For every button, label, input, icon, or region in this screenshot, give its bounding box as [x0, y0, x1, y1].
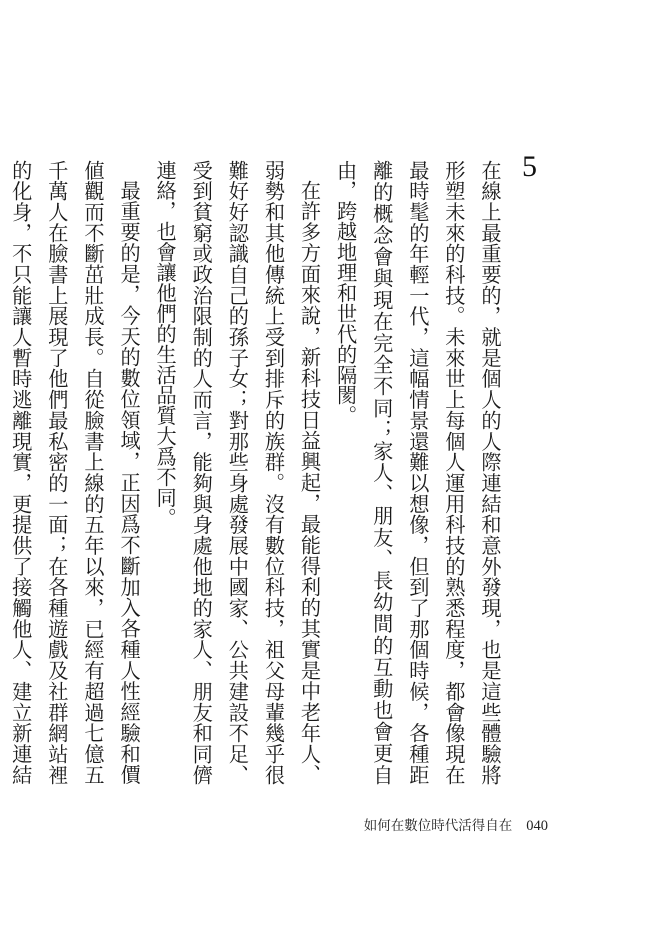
running-footer	[364, 818, 548, 834]
footer-book-title: 如何在數位時代活得自在	[363, 818, 513, 834]
page-number: 040	[526, 818, 548, 834]
paragraph-1: 在線上最重要的，就是個人的人際連結和意外發現，也是這些體驗將形塑未來的科技。未來世上每個人運用科技的熟悉程度，都會像現在最時髦的年輕一代，這幅情景還難以想像，但到了那個時候，各種距離的概念會與現在完全不同；家人、朋友、長幼間的互動也會更自由，跨越地理和世代的隔閡。	[333, 160, 502, 785]
body-text	[8, 160, 508, 785]
chapter-number: 5	[522, 150, 537, 183]
paragraph-2: 在許多方面來說，新科技日益興起，最能得利的其實是中老年人、弱勢和其他傳統上受到排斥的族群。沒有數位科技，祖父母輩幾乎很難好好認識自己的孫子女；對那些身處發展中國家、公共建設不足、受到貧窮或政治限制的人而言，能夠與身處他地的家人、朋友和同儕連絡，也會讓他們的生活品質大爲不同。	[153, 160, 322, 785]
paragraph-3: 最重要的是，今天的數位領域，正因爲不斷加入各種人性經驗和價値觀而不斷茁壯成長。自從臉書上線的五年以來，已經有超過七億五千萬人在臉書上展現了他們最私密的一面；在各種遊戲及社群網站裡的化身，不只能讓人暫時逃離現實，更提供了接觸他人、建立新連結	[8, 160, 142, 785]
